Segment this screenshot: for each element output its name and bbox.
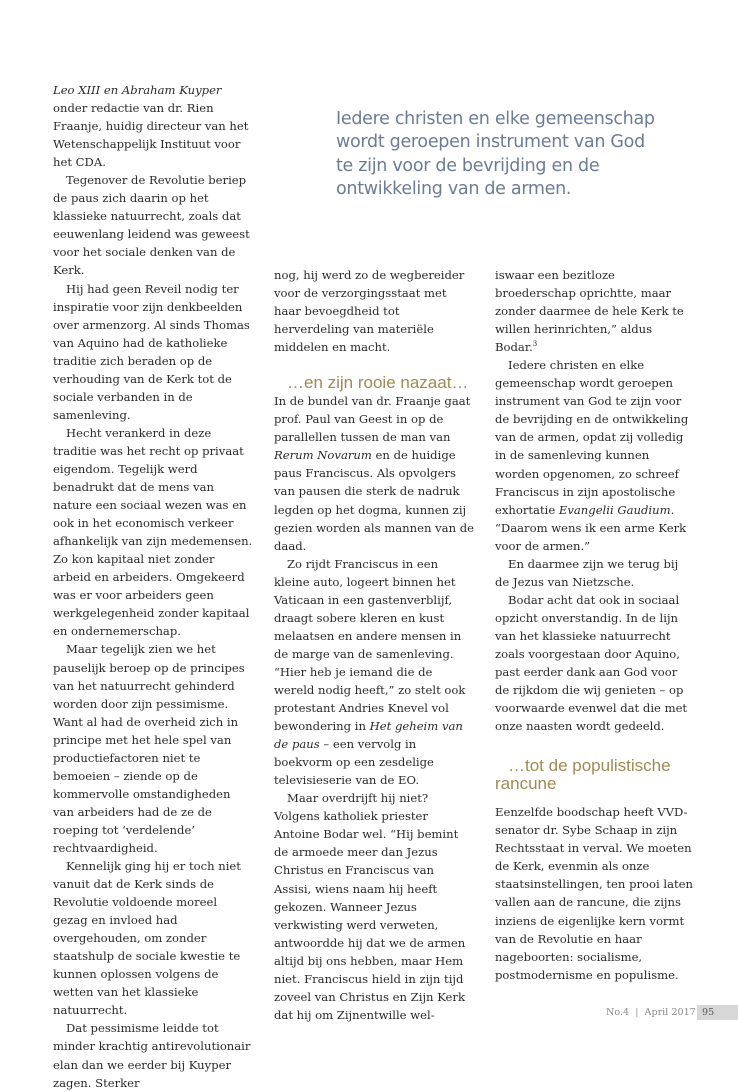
paragraph-text: Zo rijdt Franciscus in een kleine auto, logeert binnen het Vaticaan in een gastenverblijf, draagt sobere kleren en kust melaatsen en andere mensen in de marge van de samenleving. “Hier heb je iemand die de wereld nodig heeft,” zo stelt ook protestant Andries Knevel vol bewondering in (274, 556, 466, 734)
paragraph-text: en de huidige paus Franciscus. Als opvolgers van pausen die sterk de nadruk legden op het dogma, kunnen zij gezien worden als mannen van de daad. (274, 448, 474, 553)
text-column-1 (53, 81, 253, 1092)
paragraph: Kennelijk ging hij er toch niet vanuit dat de Kerk sinds de Revolutie voldoende moreel gezag en invloed had overgehouden, om zonder staatshulp de sociale kwestie te kunnen oplossen volgens de wetten van het klassieke natuurrecht. (53, 859, 241, 1018)
paragraph-text: onder redactie van dr. Rien Fraanje, huidig directeur van het Wetenschappelijk Instituut voor het CDA. (53, 101, 249, 170)
text-column-3 (495, 266, 695, 984)
book-title: Leo XIII en Abraham Kuyper (53, 83, 222, 97)
paragraph: nog, hij werd zo de wegbereider voor de verzorgingsstaat met haar bevoegdheid tot herverdeling van materiële middelen en macht. (274, 268, 465, 355)
paragraph: Bodar acht dat ook in sociaal opzicht onverstandig. In de lijn van het klassieke natuurrecht zoals voorgestaan door Aquino, past eerder dank aan God voor de rijkdom die wij genieten – op voorwaarde evenwel dat die met onze naasten wordt gedeeld. (495, 592, 688, 734)
paragraph-text: iswaar een bezitloze broederschap oprichtte, maar zonder daarmee de hele Kerk te willen herinrichten,” aldus Bodar. (495, 268, 684, 355)
paragraph (495, 356, 695, 555)
paragraph: Hij had geen Reveil nodig ter inspiratie voor zijn denkbeelden over armenzorg. Al sinds Thomas van Aquino had de katholieke traditie zich beraden op de verhouding van de Kerk tot de sociale verbanden in de samenleving. (53, 281, 250, 422)
book-title: Evangelii Gaudium. (558, 502, 675, 517)
paragraph-text: Iedere christen en elke gemeenschap wordt geroepen instrument van God te zijn voor de bevrijding en de ontwikkeling van de armen, opdat zij volledig in de samenleving kunnen worden opgenomen, zo schreef Franciscus in zijn apostolische exhortatie (495, 358, 689, 517)
page-number: 95 (697, 1005, 738, 1020)
pull-quote: Iedere christen en elke gemeenschap wordt geroepen instrument van God te zijn voor de bevrijding en de ontwikkeling van de armen. (336, 109, 655, 200)
section-heading: …tot de populistische rancune (495, 756, 671, 794)
paragraph: Maar tegelijk zien we het pauselijk beroep op de principes van het natuurrecht gehinderd worden door zijn pessimisme. Want al had de overheid zich in principe met het hele spel van productiefactoren niet te bemoeien – ziende op de kommervolle omstandigheden van arbeiders had de ze de roeping tot ‘verdelende’ rechtvaardigheid. (53, 642, 245, 855)
paragraph: En daarmee zijn we terug bij de Jezus van Nietzsche. (495, 556, 679, 589)
paragraph (495, 266, 695, 356)
page-footer (606, 1005, 696, 1020)
footnote-reference: 3 (532, 340, 538, 349)
book-title: Het geheim van de paus (274, 719, 463, 752)
paragraph: Maar overdrijft hij niet? Volgens katholiek priester Antoine Bodar wel. “Hij bemint de armoede meer dan Jezus Christus en Franciscus van Assisi, wiens naam hij heeft gekozen. Wanneer Jezus verkwisting werd verweten, antwoordde hij dat we de armen altijd bij ons hebben, maar Hem niet. Franciscus hield in zijn tijd zoveel van Christus en Zijn Kerk dat hij om Zijnentwille wel- (274, 791, 466, 1022)
paragraph: Hecht verankerd in deze traditie was het recht op privaat eigendom. Tegelijk werd benadrukt dat de mens van nature een sociaal wezen was en ook in het economisch verkeer afhankelijk van zijn medemensen. Zo kon kapitaal niet zonder arbeid en arbeiders. Omgekeerd was er voor arbeiders geen werkgelegenheid zonder kapitaal en ondernemerschap. (53, 425, 253, 639)
paragraph-text: In de bundel van dr. Fraanje gaat prof. Paul van Geest in op de parallellen tussen de man van (274, 394, 471, 445)
footer-separator: | (635, 1007, 639, 1018)
text-column-2 (274, 266, 474, 1024)
paragraph: Dat pessimisme leidde tot minder krachtig antirevolutionair elan dan we eerder bij Kuyper zagen. Sterker (53, 1021, 251, 1090)
paragraph: Eenzelfde boodschap heeft VVD-senator dr. Sybe Schaap in zijn Rechtsstaat in verval. We moeten de Kerk, evenmin als onze staatsinstellingen, ten prooi laten vallen aan de rancune, die zijns inziens de eigenlijke kern vormt van de Revolutie en haar nageboorten: socialisme, postmodernisme en populisme. (495, 805, 693, 982)
paragraph (53, 81, 253, 171)
issue-number: No.4 (606, 1007, 630, 1018)
paragraph (274, 555, 474, 790)
issue-date: April 2017 (644, 1007, 696, 1018)
book-title: Rerum Novarum (274, 448, 372, 463)
paragraph-text: “Daarom wens ik een arme Kerk voor de armen.” (495, 520, 687, 553)
paragraph-text: – een vervolg in boekvorm op een zesdelige televisieserie van de EO. (274, 737, 434, 788)
paragraph: Tegenover de Revolutie beriep de paus zich daarin op het klassieke natuurrecht, zoals dat eeuwenlang leidend was geweest voor het sociale denken van de Kerk. (53, 173, 250, 278)
paragraph (274, 392, 474, 554)
section-heading: …en zijn rooie nazaat… (287, 373, 469, 393)
